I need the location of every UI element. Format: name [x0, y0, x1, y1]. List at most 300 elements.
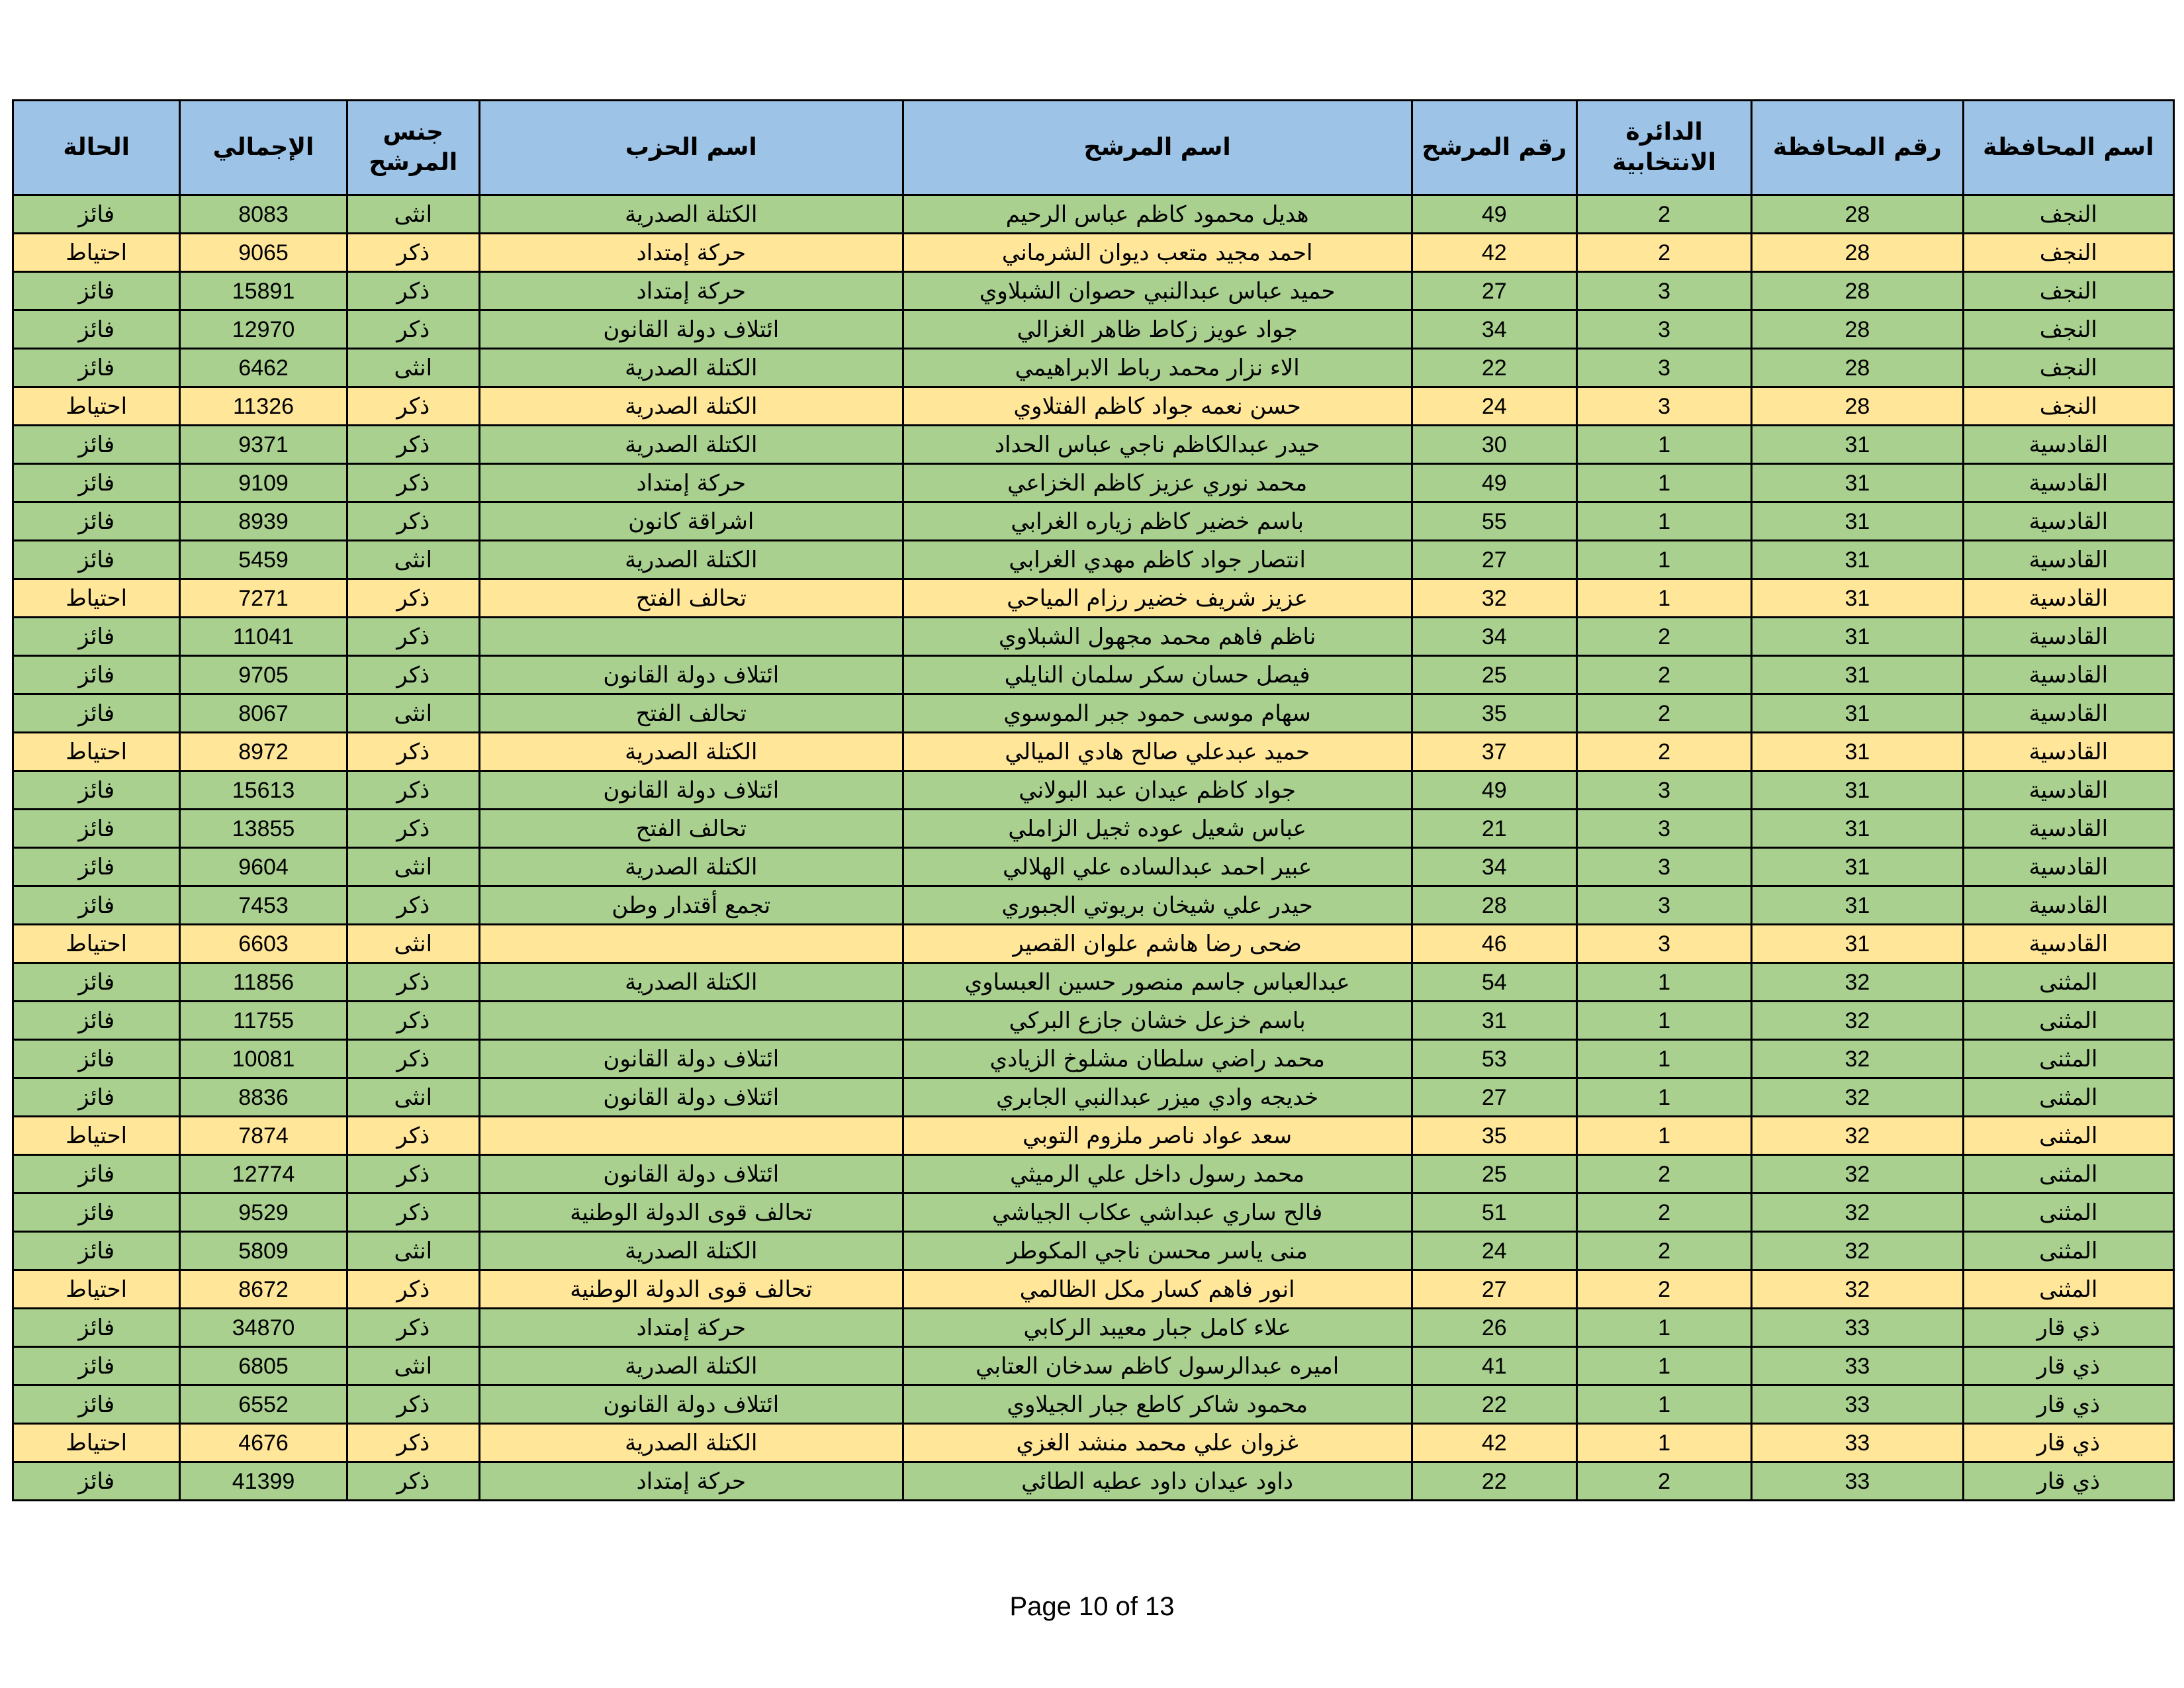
table-row: [13, 195, 2174, 234]
cell-governorate-number: 32: [1752, 1078, 1963, 1117]
table-row: [13, 1270, 2174, 1309]
cell-governorate-number: 28: [1752, 349, 1963, 387]
cell-party-name: [479, 618, 903, 656]
cell-status: فائز: [13, 464, 180, 502]
cell-status: فائز: [13, 349, 180, 387]
cell-candidate-name: علاء كامل جبار معيبد الركابي: [903, 1309, 1412, 1347]
cell-governorate-number: 32: [1752, 1155, 1963, 1194]
cell-candidate-name: محمد رسول داخل علي الرميثي: [903, 1155, 1412, 1194]
cell-party-name: الكتلة الصدرية: [479, 963, 903, 1002]
table-row: [13, 1232, 2174, 1270]
cell-candidate-number: 28: [1412, 886, 1576, 925]
cell-electoral-district: 3: [1576, 349, 1751, 387]
cell-party-name: [479, 1002, 903, 1040]
cell-governorate-number: 31: [1752, 464, 1963, 502]
cell-total-votes: 7271: [180, 579, 347, 618]
cell-total-votes: 11755: [180, 1002, 347, 1040]
cell-candidate-number: 34: [1412, 310, 1576, 349]
cell-candidate-number: 22: [1412, 349, 1576, 387]
cell-status: احتياط: [13, 733, 180, 771]
cell-candidate-number: 41: [1412, 1347, 1576, 1385]
cell-governorate-number: 31: [1752, 579, 1963, 618]
cell-electoral-district: 3: [1576, 925, 1751, 963]
cell-governorate-number: 28: [1752, 195, 1963, 234]
cell-candidate-name: غزوان علي محمد منشد الغزي: [903, 1424, 1412, 1462]
cell-status: فائز: [13, 426, 180, 464]
cell-governorate-number: 28: [1752, 310, 1963, 349]
cell-governorate-number: 31: [1752, 656, 1963, 694]
cell-governorate-number: 31: [1752, 925, 1963, 963]
header-candidate-name: اسم المرشح: [903, 101, 1412, 195]
cell-candidate-name: حميد عبدعلي صالح هادي الميالي: [903, 733, 1412, 771]
cell-candidate-number: 37: [1412, 733, 1576, 771]
cell-status: احتياط: [13, 1270, 180, 1309]
cell-total-votes: 9705: [180, 656, 347, 694]
cell-governorate-name: النجف: [1963, 310, 2173, 349]
cell-candidate-name: عباس شعيل عوده ثجيل الزاملي: [903, 810, 1412, 848]
cell-governorate-name: القادسية: [1963, 733, 2173, 771]
cell-gender: ذكر: [347, 1385, 479, 1424]
cell-governorate-number: 33: [1752, 1309, 1963, 1347]
table-row: [13, 810, 2174, 848]
cell-governorate-name: المثنى: [1963, 1117, 2173, 1155]
cell-total-votes: 9371: [180, 426, 347, 464]
cell-party-name: الكتلة الصدرية: [479, 848, 903, 886]
cell-candidate-number: 42: [1412, 234, 1576, 272]
cell-electoral-district: 3: [1576, 771, 1751, 810]
cell-governorate-name: المثنى: [1963, 1270, 2173, 1309]
cell-candidate-name: باسم خزعل خشان جازع البركي: [903, 1002, 1412, 1040]
table-row: [13, 1424, 2174, 1462]
header-status: الحالة: [13, 101, 180, 195]
cell-governorate-name: المثنى: [1963, 1194, 2173, 1232]
cell-total-votes: 4676: [180, 1424, 347, 1462]
cell-total-votes: 8067: [180, 694, 347, 733]
table-row: [13, 310, 2174, 349]
cell-electoral-district: 2: [1576, 733, 1751, 771]
cell-party-name: ائتلاف دولة القانون: [479, 771, 903, 810]
cell-candidate-name: ناظم فاهم محمد مجهول الشبلاوي: [903, 618, 1412, 656]
cell-candidate-number: 49: [1412, 195, 1576, 234]
cell-governorate-number: 28: [1752, 387, 1963, 426]
cell-governorate-name: القادسية: [1963, 502, 2173, 541]
cell-gender: ذكر: [347, 963, 479, 1002]
cell-candidate-number: 31: [1412, 1002, 1576, 1040]
table-row: [13, 579, 2174, 618]
cell-governorate-number: 28: [1752, 234, 1963, 272]
cell-candidate-number: 26: [1412, 1309, 1576, 1347]
cell-candidate-name: هديل محمود كاظم عباس الرحيم: [903, 195, 1412, 234]
cell-governorate-number: 32: [1752, 1002, 1963, 1040]
cell-total-votes: 11041: [180, 618, 347, 656]
cell-status: فائز: [13, 195, 180, 234]
cell-total-votes: 10081: [180, 1040, 347, 1078]
cell-gender: انثى: [347, 541, 479, 579]
cell-status: فائز: [13, 771, 180, 810]
table-row: [13, 1309, 2174, 1347]
cell-candidate-name: جواد عويز زكاط ظاهر الغزالي: [903, 310, 1412, 349]
cell-governorate-number: 31: [1752, 771, 1963, 810]
cell-electoral-district: 2: [1576, 618, 1751, 656]
header-governorate-name: اسم المحافظة: [1963, 101, 2173, 195]
cell-gender: ذكر: [347, 579, 479, 618]
cell-candidate-name: حسن نعمه جواد كاظم الفتلاوي: [903, 387, 1412, 426]
cell-total-votes: 12970: [180, 310, 347, 349]
header-candidate-number: رقم المرشح: [1412, 101, 1576, 195]
cell-party-name: تحالف قوى الدولة الوطنية: [479, 1194, 903, 1232]
cell-total-votes: 34870: [180, 1309, 347, 1347]
cell-candidate-number: 42: [1412, 1424, 1576, 1462]
table-row: [13, 694, 2174, 733]
cell-electoral-district: 3: [1576, 272, 1751, 310]
cell-party-name: الكتلة الصدرية: [479, 541, 903, 579]
cell-candidate-number: 35: [1412, 1117, 1576, 1155]
cell-candidate-name: داود عيدان داود عطيه الطائي: [903, 1462, 1412, 1501]
cell-party-name: حركة إمتداد: [479, 464, 903, 502]
cell-gender: ذكر: [347, 771, 479, 810]
cell-status: فائز: [13, 886, 180, 925]
cell-governorate-name: المثنى: [1963, 1002, 2173, 1040]
table-row: [13, 234, 2174, 272]
cell-gender: ذكر: [347, 1424, 479, 1462]
cell-electoral-district: 1: [1576, 464, 1751, 502]
cell-candidate-number: 49: [1412, 464, 1576, 502]
cell-candidate-number: 25: [1412, 656, 1576, 694]
table-row: [13, 925, 2174, 963]
header-party-name: اسم الحزب: [479, 101, 903, 195]
cell-candidate-number: 46: [1412, 925, 1576, 963]
cell-electoral-district: 2: [1576, 1155, 1751, 1194]
cell-party-name: ائتلاف دولة القانون: [479, 656, 903, 694]
cell-status: فائز: [13, 1194, 180, 1232]
cell-governorate-number: 31: [1752, 694, 1963, 733]
page-number: Page 10 of 13: [1009, 1592, 1175, 1621]
cell-governorate-name: المثنى: [1963, 1155, 2173, 1194]
cell-electoral-district: 1: [1576, 1347, 1751, 1385]
cell-party-name: حركة إمتداد: [479, 1309, 903, 1347]
cell-total-votes: 6462: [180, 349, 347, 387]
cell-candidate-number: 51: [1412, 1194, 1576, 1232]
cell-party-name: تحالف قوى الدولة الوطنية: [479, 1270, 903, 1309]
cell-governorate-name: ذي قار: [1963, 1462, 2173, 1501]
cell-gender: انثى: [347, 349, 479, 387]
cell-electoral-district: 3: [1576, 310, 1751, 349]
cell-gender: ذكر: [347, 1309, 479, 1347]
cell-governorate-number: 31: [1752, 618, 1963, 656]
cell-candidate-number: 34: [1412, 618, 1576, 656]
cell-total-votes: 6603: [180, 925, 347, 963]
cell-total-votes: 15613: [180, 771, 347, 810]
cell-status: فائز: [13, 1078, 180, 1117]
cell-status: فائز: [13, 272, 180, 310]
cell-status: فائز: [13, 656, 180, 694]
cell-total-votes: 8972: [180, 733, 347, 771]
cell-party-name: الكتلة الصدرية: [479, 195, 903, 234]
cell-electoral-district: 1: [1576, 426, 1751, 464]
cell-gender: ذكر: [347, 810, 479, 848]
cell-party-name: الكتلة الصدرية: [479, 733, 903, 771]
cell-status: فائز: [13, 694, 180, 733]
cell-electoral-district: 1: [1576, 1385, 1751, 1424]
table-row: [13, 349, 2174, 387]
cell-candidate-name: سعد عواد ناصر ملزوم التوبي: [903, 1117, 1412, 1155]
cell-status: فائز: [13, 1002, 180, 1040]
cell-electoral-district: 3: [1576, 886, 1751, 925]
cell-gender: ذكر: [347, 426, 479, 464]
cell-total-votes: 11326: [180, 387, 347, 426]
cell-electoral-district: 1: [1576, 1078, 1751, 1117]
table-row: [13, 1462, 2174, 1501]
cell-governorate-name: القادسية: [1963, 771, 2173, 810]
cell-status: احتياط: [13, 234, 180, 272]
cell-electoral-district: 1: [1576, 541, 1751, 579]
cell-governorate-name: القادسية: [1963, 886, 2173, 925]
cell-total-votes: 8836: [180, 1078, 347, 1117]
cell-candidate-number: 27: [1412, 1270, 1576, 1309]
cell-party-name: حركة إمتداد: [479, 234, 903, 272]
cell-candidate-name: حيدر عبدالكاظم ناجي عباس الحداد: [903, 426, 1412, 464]
cell-party-name: ائتلاف دولة القانون: [479, 1155, 903, 1194]
cell-governorate-number: 32: [1752, 1270, 1963, 1309]
table-row: [13, 387, 2174, 426]
cell-candidate-name: باسم خضير كاظم زياره الغرابي: [903, 502, 1412, 541]
cell-gender: ذكر: [347, 234, 479, 272]
table-row: [13, 618, 2174, 656]
cell-total-votes: 7874: [180, 1117, 347, 1155]
cell-electoral-district: 1: [1576, 502, 1751, 541]
cell-gender: انثى: [347, 848, 479, 886]
cell-electoral-district: 2: [1576, 656, 1751, 694]
header-electoral-district: الدائرة الانتخابية: [1576, 101, 1751, 195]
cell-total-votes: 15891: [180, 272, 347, 310]
table-row: [13, 848, 2174, 886]
cell-governorate-name: النجف: [1963, 349, 2173, 387]
cell-candidate-name: فالح ساري عبداشي عكاب الجياشي: [903, 1194, 1412, 1232]
cell-electoral-district: 1: [1576, 1040, 1751, 1078]
cell-status: فائز: [13, 848, 180, 886]
cell-total-votes: 9529: [180, 1194, 347, 1232]
cell-governorate-name: المثنى: [1963, 963, 2173, 1002]
cell-governorate-name: ذي قار: [1963, 1309, 2173, 1347]
table-row: [13, 464, 2174, 502]
cell-gender: ذكر: [347, 272, 479, 310]
cell-electoral-district: 2: [1576, 1270, 1751, 1309]
cell-candidate-name: منى ياسر محسن ناجي المكوطر: [903, 1232, 1412, 1270]
cell-candidate-name: محمود شاكر كاطع جبار الجيلاوي: [903, 1385, 1412, 1424]
cell-gender: ذكر: [347, 618, 479, 656]
cell-candidate-name: الاء نزار محمد رباط الابراهيمي: [903, 349, 1412, 387]
cell-electoral-district: 2: [1576, 1232, 1751, 1270]
cell-party-name: الكتلة الصدرية: [479, 426, 903, 464]
header-governorate-number: رقم المحافظة: [1752, 101, 1963, 195]
cell-gender: ذكر: [347, 1270, 479, 1309]
cell-candidate-number: 30: [1412, 426, 1576, 464]
cell-status: فائز: [13, 1232, 180, 1270]
cell-candidate-name: انتصار جواد كاظم مهدي الغرابي: [903, 541, 1412, 579]
cell-governorate-number: 31: [1752, 426, 1963, 464]
cell-candidate-number: 27: [1412, 541, 1576, 579]
cell-governorate-name: القادسية: [1963, 426, 2173, 464]
cell-gender: ذكر: [347, 387, 479, 426]
cell-candidate-number: 25: [1412, 1155, 1576, 1194]
cell-party-name: [479, 1117, 903, 1155]
cell-candidate-name: محمد راضي سلطان مشلوخ الزيادي: [903, 1040, 1412, 1078]
cell-status: فائز: [13, 1385, 180, 1424]
cell-governorate-name: القادسية: [1963, 656, 2173, 694]
cell-status: فائز: [13, 1309, 180, 1347]
cell-gender: ذكر: [347, 1194, 479, 1232]
cell-governorate-name: ذي قار: [1963, 1347, 2173, 1385]
table-body: [13, 195, 2174, 1501]
cell-total-votes: 9604: [180, 848, 347, 886]
cell-total-votes: 5809: [180, 1232, 347, 1270]
cell-electoral-district: 2: [1576, 1462, 1751, 1501]
cell-gender: ذكر: [347, 1117, 479, 1155]
table-row: [13, 771, 2174, 810]
cell-gender: انثى: [347, 1347, 479, 1385]
cell-gender: ذكر: [347, 1155, 479, 1194]
cell-status: فائز: [13, 1155, 180, 1194]
cell-governorate-name: ذي قار: [1963, 1424, 2173, 1462]
cell-governorate-number: 33: [1752, 1462, 1963, 1501]
cell-governorate-number: 33: [1752, 1347, 1963, 1385]
cell-gender: انثى: [347, 694, 479, 733]
cell-candidate-name: عبدالعباس جاسم منصور حسين العبساوي: [903, 963, 1412, 1002]
cell-governorate-name: القادسية: [1963, 848, 2173, 886]
cell-electoral-district: 2: [1576, 694, 1751, 733]
results-table: [12, 99, 2175, 1501]
table-row: [13, 656, 2174, 694]
cell-electoral-district: 3: [1576, 810, 1751, 848]
cell-governorate-number: 31: [1752, 502, 1963, 541]
cell-total-votes: 8672: [180, 1270, 347, 1309]
cell-gender: ذكر: [347, 310, 479, 349]
cell-party-name: تحالف الفتح: [479, 694, 903, 733]
cell-total-votes: 9109: [180, 464, 347, 502]
cell-candidate-name: محمد نوري عزيز كاظم الخزاعي: [903, 464, 1412, 502]
table-row: [13, 502, 2174, 541]
header-total-votes: الإجمالي: [180, 101, 347, 195]
cell-gender: ذكر: [347, 1002, 479, 1040]
cell-governorate-name: النجف: [1963, 195, 2173, 234]
cell-governorate-name: القادسية: [1963, 579, 2173, 618]
cell-governorate-name: القادسية: [1963, 464, 2173, 502]
cell-total-votes: 7453: [180, 886, 347, 925]
cell-governorate-name: القادسية: [1963, 925, 2173, 963]
cell-party-name: حركة إمتداد: [479, 272, 903, 310]
cell-candidate-number: 54: [1412, 963, 1576, 1002]
cell-governorate-number: 31: [1752, 848, 1963, 886]
cell-candidate-number: 32: [1412, 579, 1576, 618]
cell-governorate-number: 32: [1752, 1117, 1963, 1155]
cell-candidate-name: انور فاهم كسار مكل الظالمي: [903, 1270, 1412, 1309]
cell-candidate-name: عبير احمد عبدالساده علي الهلالي: [903, 848, 1412, 886]
cell-gender: ذكر: [347, 656, 479, 694]
cell-party-name: الكتلة الصدرية: [479, 1232, 903, 1270]
cell-gender: انثى: [347, 1232, 479, 1270]
cell-candidate-name: سهام موسى حمود جبر الموسوي: [903, 694, 1412, 733]
cell-governorate-number: 32: [1752, 1040, 1963, 1078]
cell-candidate-name: عزيز شريف خضير رزام المياحي: [903, 579, 1412, 618]
cell-candidate-number: 24: [1412, 387, 1576, 426]
cell-electoral-district: 1: [1576, 963, 1751, 1002]
table-row: [13, 1040, 2174, 1078]
cell-status: فائز: [13, 618, 180, 656]
cell-candidate-name: ضحى رضا هاشم علوان القصير: [903, 925, 1412, 963]
table-row: [13, 1194, 2174, 1232]
cell-gender: ذكر: [347, 502, 479, 541]
cell-governorate-number: 33: [1752, 1424, 1963, 1462]
cell-total-votes: 6552: [180, 1385, 347, 1424]
cell-candidate-name: اميره عبدالرسول كاظم سدخان العتابي: [903, 1347, 1412, 1385]
cell-party-name: تجمع أقتدار وطن: [479, 886, 903, 925]
cell-governorate-name: ذي قار: [1963, 1385, 2173, 1424]
table-row: [13, 1155, 2174, 1194]
cell-gender: ذكر: [347, 464, 479, 502]
table-header-row: [13, 101, 2174, 195]
cell-governorate-number: 31: [1752, 541, 1963, 579]
cell-total-votes: 6805: [180, 1347, 347, 1385]
cell-total-votes: 8083: [180, 195, 347, 234]
cell-candidate-number: 34: [1412, 848, 1576, 886]
cell-governorate-number: 28: [1752, 272, 1963, 310]
cell-party-name: حركة إمتداد: [479, 1462, 903, 1501]
cell-governorate-name: المثنى: [1963, 1040, 2173, 1078]
cell-governorate-number: 32: [1752, 963, 1963, 1002]
cell-electoral-district: 1: [1576, 1002, 1751, 1040]
cell-governorate-name: القادسية: [1963, 694, 2173, 733]
cell-gender: ذكر: [347, 733, 479, 771]
cell-party-name: [479, 925, 903, 963]
cell-party-name: اشراقة كانون: [479, 502, 903, 541]
table-row: [13, 733, 2174, 771]
cell-governorate-number: 31: [1752, 810, 1963, 848]
cell-party-name: تحالف الفتح: [479, 579, 903, 618]
cell-party-name: الكتلة الصدرية: [479, 387, 903, 426]
table-row: [13, 426, 2174, 464]
cell-gender: انثى: [347, 195, 479, 234]
cell-governorate-number: 32: [1752, 1194, 1963, 1232]
cell-candidate-number: 35: [1412, 694, 1576, 733]
cell-party-name: ائتلاف دولة القانون: [479, 1385, 903, 1424]
cell-electoral-district: 2: [1576, 195, 1751, 234]
cell-total-votes: 9065: [180, 234, 347, 272]
cell-electoral-district: 1: [1576, 579, 1751, 618]
table-row: [13, 1117, 2174, 1155]
table-row: [13, 1002, 2174, 1040]
cell-governorate-number: 32: [1752, 1232, 1963, 1270]
cell-governorate-name: النجف: [1963, 387, 2173, 426]
cell-status: فائز: [13, 502, 180, 541]
cell-candidate-name: احمد مجيد متعب ديوان الشرماني: [903, 234, 1412, 272]
cell-candidate-name: جواد كاظم عيدان عبد البولاني: [903, 771, 1412, 810]
cell-status: احتياط: [13, 1117, 180, 1155]
cell-governorate-name: المثنى: [1963, 1078, 2173, 1117]
cell-governorate-name: المثنى: [1963, 1232, 2173, 1270]
cell-party-name: ائتلاف دولة القانون: [479, 1078, 903, 1117]
cell-electoral-district: 3: [1576, 848, 1751, 886]
cell-electoral-district: 1: [1576, 1424, 1751, 1462]
table-row: [13, 1385, 2174, 1424]
table-row: [13, 886, 2174, 925]
cell-total-votes: 5459: [180, 541, 347, 579]
cell-candidate-name: خديجه وادي ميزر عبدالنبي الجابري: [903, 1078, 1412, 1117]
cell-governorate-name: القادسية: [1963, 810, 2173, 848]
cell-electoral-district: 2: [1576, 234, 1751, 272]
header-gender: جنس المرشح: [347, 101, 479, 195]
cell-candidate-number: 22: [1412, 1385, 1576, 1424]
cell-governorate-name: النجف: [1963, 272, 2173, 310]
